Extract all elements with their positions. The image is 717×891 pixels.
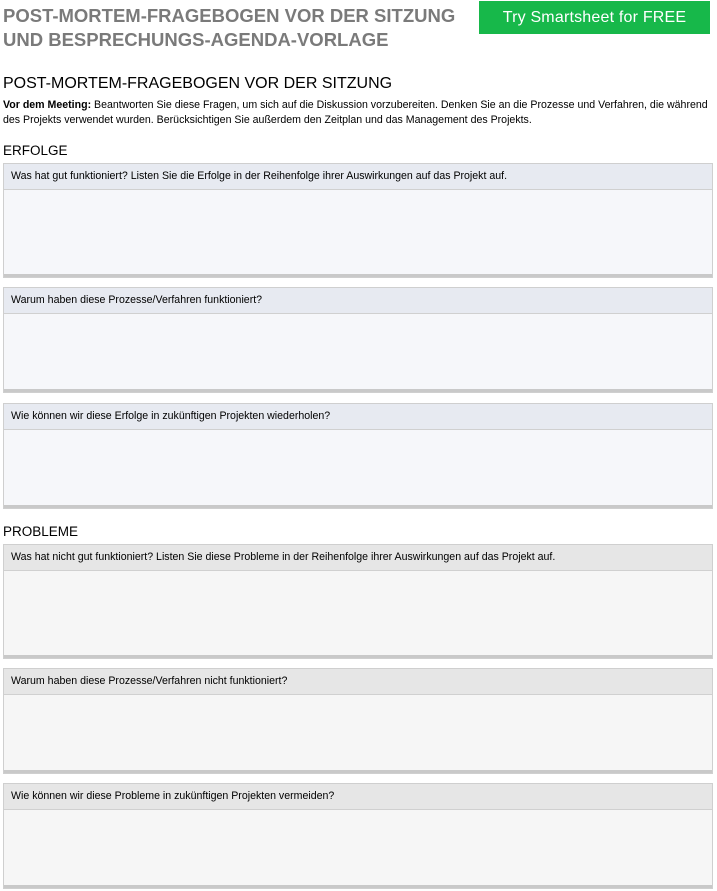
probleme-heading: PROBLEME (3, 524, 79, 539)
answer-bottom-border (4, 389, 712, 392)
answer-field[interactable] (4, 695, 712, 770)
answer-field[interactable] (4, 314, 712, 389)
document-title-line-2: UND BESPRECHUNGS-AGENDA-VORLAGE (3, 29, 389, 50)
try-smartsheet-button[interactable]: Try Smartsheet for FREE (479, 1, 710, 34)
answer-bottom-border (4, 655, 712, 658)
answer-bottom-border (4, 505, 712, 508)
answer-bottom-border (4, 274, 712, 277)
question-label: Was hat nicht gut funktioniert? Listen Sie diese Probleme in der Reihenfolge ihrer Auswirkungen auf das Projekt auf. (4, 545, 712, 571)
answer-field[interactable] (4, 430, 712, 505)
answer-field[interactable] (4, 190, 712, 274)
section-title: POST-MORTEM-FRAGEBOGEN VOR DER SITZUNG (3, 75, 393, 92)
question-label: Warum haben diese Prozesse/Verfahren nicht funktioniert? (4, 669, 712, 695)
question-label: Was hat gut funktioniert? Listen Sie die Erfolge in der Reihenfolge ihrer Auswirkungen auf das Projekt auf. (4, 164, 712, 190)
question-label: Warum haben diese Prozesse/Verfahren funktioniert? (4, 288, 712, 314)
answer-field[interactable] (4, 571, 712, 655)
answer-bottom-border (4, 770, 712, 773)
problem-question-1 (3, 544, 713, 659)
erfolge-heading: ERFOLGE (3, 143, 68, 158)
success-question-3 (3, 403, 713, 509)
question-label: Wie können wir diese Erfolge in zukünftigen Projekten wiederholen? (4, 404, 712, 430)
success-question-2 (3, 287, 713, 393)
intro-text: Beantworten Sie diese Fragen, um sich auf die Diskussion vorzubereiten. Denken Sie an die Prozesse und Verfahren, die während des Projekts verwendet wurden. Berücksichtigen Sie außerdem den Zeitplan und das Management des Projekts. (3, 99, 708, 126)
document-title-line-1: POST-MORTEM-FRAGEBOGEN VOR DER SITZUNG (3, 5, 456, 26)
question-label: Wie können wir diese Probleme in zukünftigen Projekten vermeiden? (4, 784, 712, 810)
answer-bottom-border (4, 885, 712, 888)
intro-label: Vor dem Meeting: (3, 99, 92, 111)
answer-field[interactable] (4, 810, 712, 885)
document-title (3, 4, 463, 52)
intro-paragraph (3, 98, 711, 127)
success-question-1 (3, 163, 713, 278)
problem-question-3 (3, 783, 713, 889)
problem-question-2 (3, 668, 713, 774)
